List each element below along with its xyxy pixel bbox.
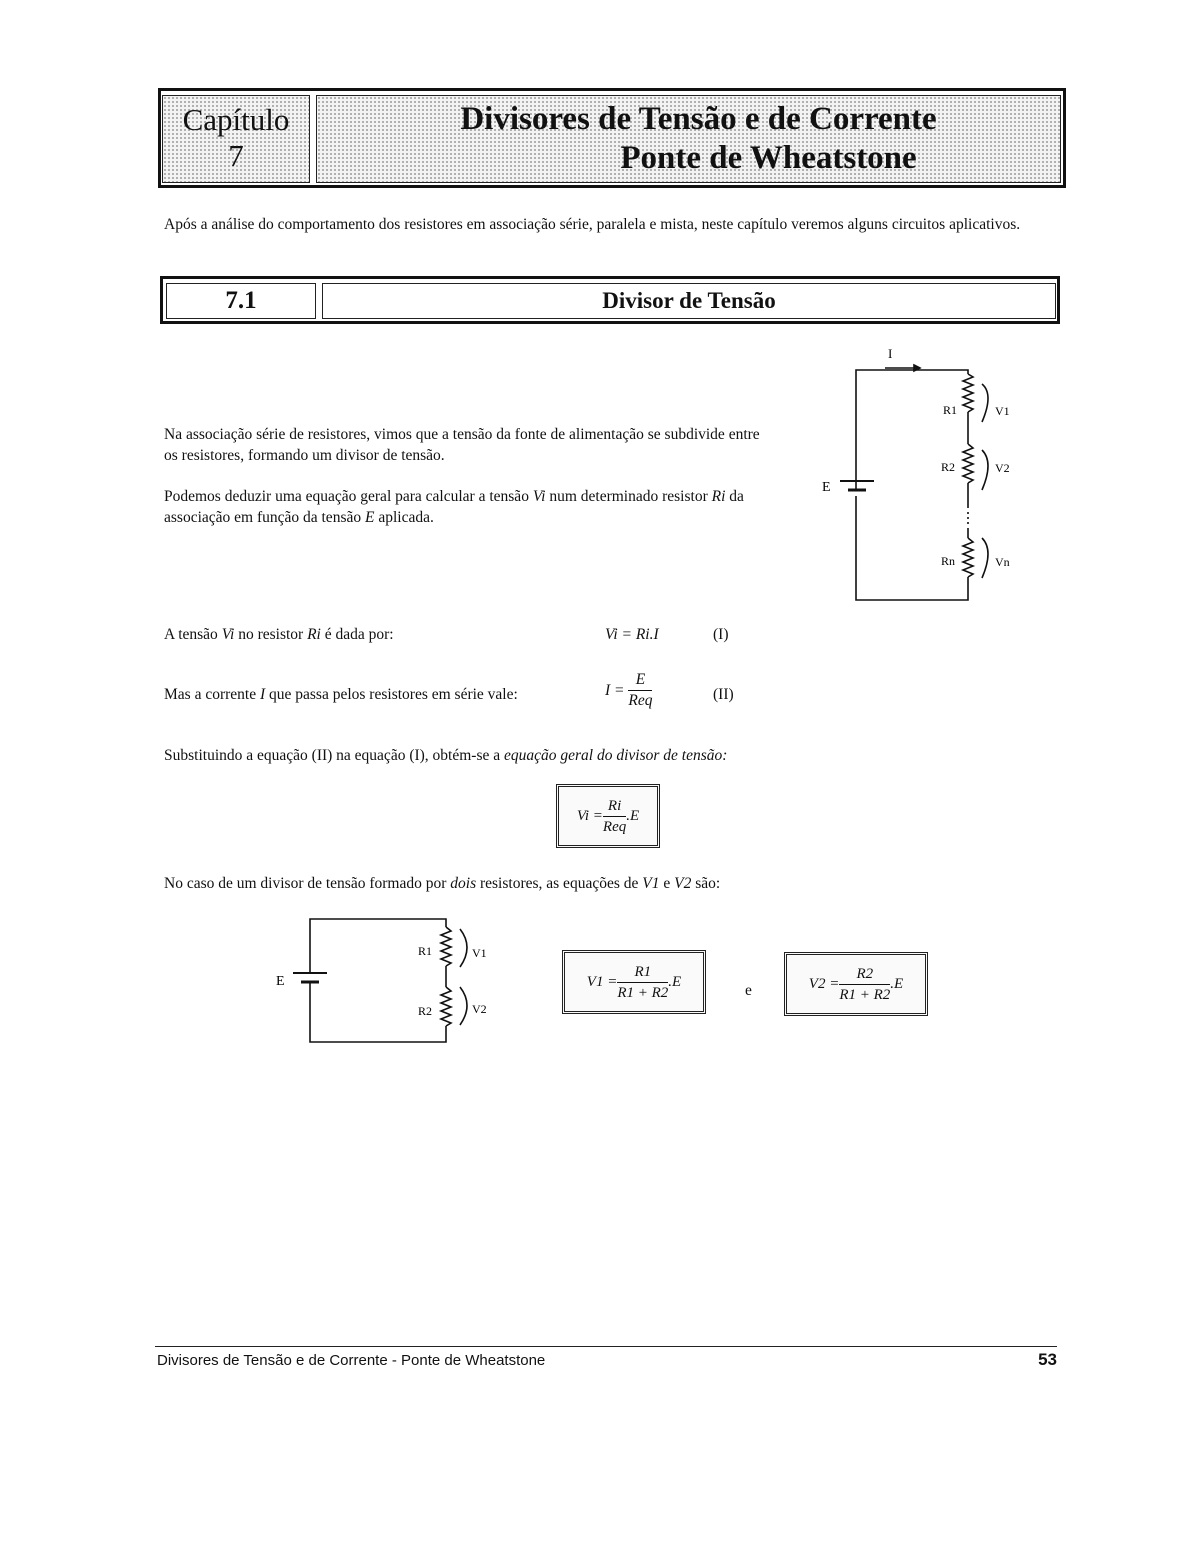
footer-rule <box>155 1346 1057 1347</box>
general-rhs: .E <box>626 807 640 824</box>
section-number: 7.1 <box>166 283 316 319</box>
wire-bottom <box>856 496 968 600</box>
eq1-ri: Ri <box>307 626 321 643</box>
two-emphasis: dois <box>450 875 477 892</box>
v2-numerator: R2 <box>839 964 890 985</box>
v1-denominator: R1 + R2 <box>617 984 669 1001</box>
substitution-text <box>164 745 727 766</box>
symbol-ri: Ri <box>711 488 726 505</box>
eq1-vi: Vi <box>221 626 235 643</box>
equation-two-formula <box>605 670 652 711</box>
voltage-arrow-v1 <box>460 929 467 967</box>
series-circuit-diagram <box>810 340 1060 612</box>
v1-numerator: R1 <box>617 962 668 983</box>
formula-v1-box <box>562 950 706 1014</box>
eq2-denominator: Req <box>628 692 653 709</box>
equation-one-formula: Vi = Ri.I <box>605 626 659 643</box>
section-title: Divisor de Tensão <box>322 283 1056 319</box>
eq1-text-b: no resistor <box>238 626 304 643</box>
formula-v2-box <box>784 952 928 1016</box>
chapter-label: Capítulo <box>182 102 290 137</box>
voltage-arrow-vn <box>982 538 988 578</box>
label-v1: V1 <box>995 404 1010 418</box>
two-and: e <box>663 875 671 892</box>
v1-fraction <box>617 962 668 1003</box>
equation-two-tag: (II) <box>713 686 734 703</box>
formula-and: e <box>745 982 752 999</box>
paragraph-text: num determinado resistor <box>549 488 708 505</box>
v2-rhs: .E <box>890 975 904 992</box>
paragraph-text: aplicada. <box>378 509 434 526</box>
voltage-arrow-v2 <box>460 987 467 1025</box>
general-formula-box <box>556 784 660 848</box>
resistor-r1 <box>963 374 973 412</box>
two-v1: V1 <box>642 875 660 892</box>
footer-title: Divisores de Tensão e de Corrente - Ponte de Wheatstone <box>157 1352 546 1369</box>
general-fraction <box>603 796 626 837</box>
chapter-number: 7 <box>228 138 244 173</box>
label-r1: R1 <box>418 944 433 958</box>
general-numerator: Ri <box>603 796 626 817</box>
label-vn: Vn <box>995 555 1010 569</box>
voltage-arrow-v2 <box>982 450 988 490</box>
label-r2: R2 <box>941 460 956 474</box>
resistor-r2 <box>441 987 451 1026</box>
equation-one-tag: (I) <box>713 626 729 643</box>
paragraph-text: da associação em função da tensão <box>164 488 744 526</box>
eq2-i: I <box>259 686 266 703</box>
symbol-e: E <box>364 509 375 526</box>
general-lhs: Vi = <box>576 807 603 824</box>
resistor-r1 <box>441 927 451 966</box>
resistor-r2 <box>963 444 973 483</box>
two-text-c: são: <box>695 875 721 892</box>
paragraph-general <box>164 486 774 528</box>
eq1-text-a: A tensão <box>164 626 218 643</box>
voltage-arrow-v1 <box>982 384 988 422</box>
eq3-emphasis: equação geral do divisor de tensão: <box>504 747 728 764</box>
label-source: E <box>822 480 831 495</box>
eq2-text-b: que passa pelos resistores em série vale: <box>269 686 518 703</box>
paragraph-series: Na associação série de resistores, vimos que a tensão da fonte de alimentação se subdivide entre os resistores, formando um divisor de tensão. <box>164 426 760 464</box>
paragraph-text: Podemos deduzir uma equação geral para calcular a tensão <box>164 488 529 505</box>
eq2-fraction <box>628 670 652 711</box>
chapter-title-line1: Divisores de Tensão e de Corrente <box>460 101 937 137</box>
page-number: 53 <box>1038 1350 1057 1369</box>
label-current: I <box>888 346 893 361</box>
label-r2: R2 <box>418 1004 433 1018</box>
two-text-a: No caso de um divisor de tensão formado por <box>164 875 447 892</box>
v1-lhs: V1 = <box>586 973 618 990</box>
chapter-title-line2: Ponte de Wheatstone <box>620 140 917 176</box>
label-r1: R1 <box>943 403 958 417</box>
eq1-text-c: é dada por: <box>324 626 394 643</box>
label-v1: V1 <box>472 946 487 960</box>
equation-two-text <box>164 684 518 705</box>
two-resistors-text <box>164 873 720 894</box>
label-source: E <box>276 974 285 989</box>
eq2-lhs: I = <box>605 682 625 699</box>
intro-paragraph: Após a análise do comportamento dos resistores em associação série, paralela e mista, neste capítulo veremos alguns circuitos aplicativos. <box>164 216 1021 233</box>
label-v2: V2 <box>472 1002 487 1016</box>
equation-one-text <box>164 624 394 645</box>
eq3-text: Substituindo a equação (II) na equação (I), obtém-se a <box>164 747 501 764</box>
two-v2: V2 <box>674 875 692 892</box>
label-v2: V2 <box>995 461 1010 475</box>
label-rn: Rn <box>941 554 956 568</box>
v1-rhs: .E <box>668 973 682 990</box>
v2-lhs: V2 = <box>808 975 840 992</box>
chapter-title-box <box>316 95 1061 183</box>
symbol-vi: Vi <box>532 488 546 505</box>
two-text-b: resistores, as equações de <box>479 875 639 892</box>
v2-fraction <box>839 964 890 1005</box>
v2-denominator: R1 + R2 <box>839 986 891 1003</box>
eq2-text-a: Mas a corrente <box>164 686 257 703</box>
two-resistor-circuit-diagram <box>260 905 500 1055</box>
chapter-label-box <box>162 95 310 183</box>
general-denominator: Req <box>602 818 627 835</box>
eq2-numerator: E <box>628 670 652 691</box>
resistor-rn <box>963 538 973 577</box>
